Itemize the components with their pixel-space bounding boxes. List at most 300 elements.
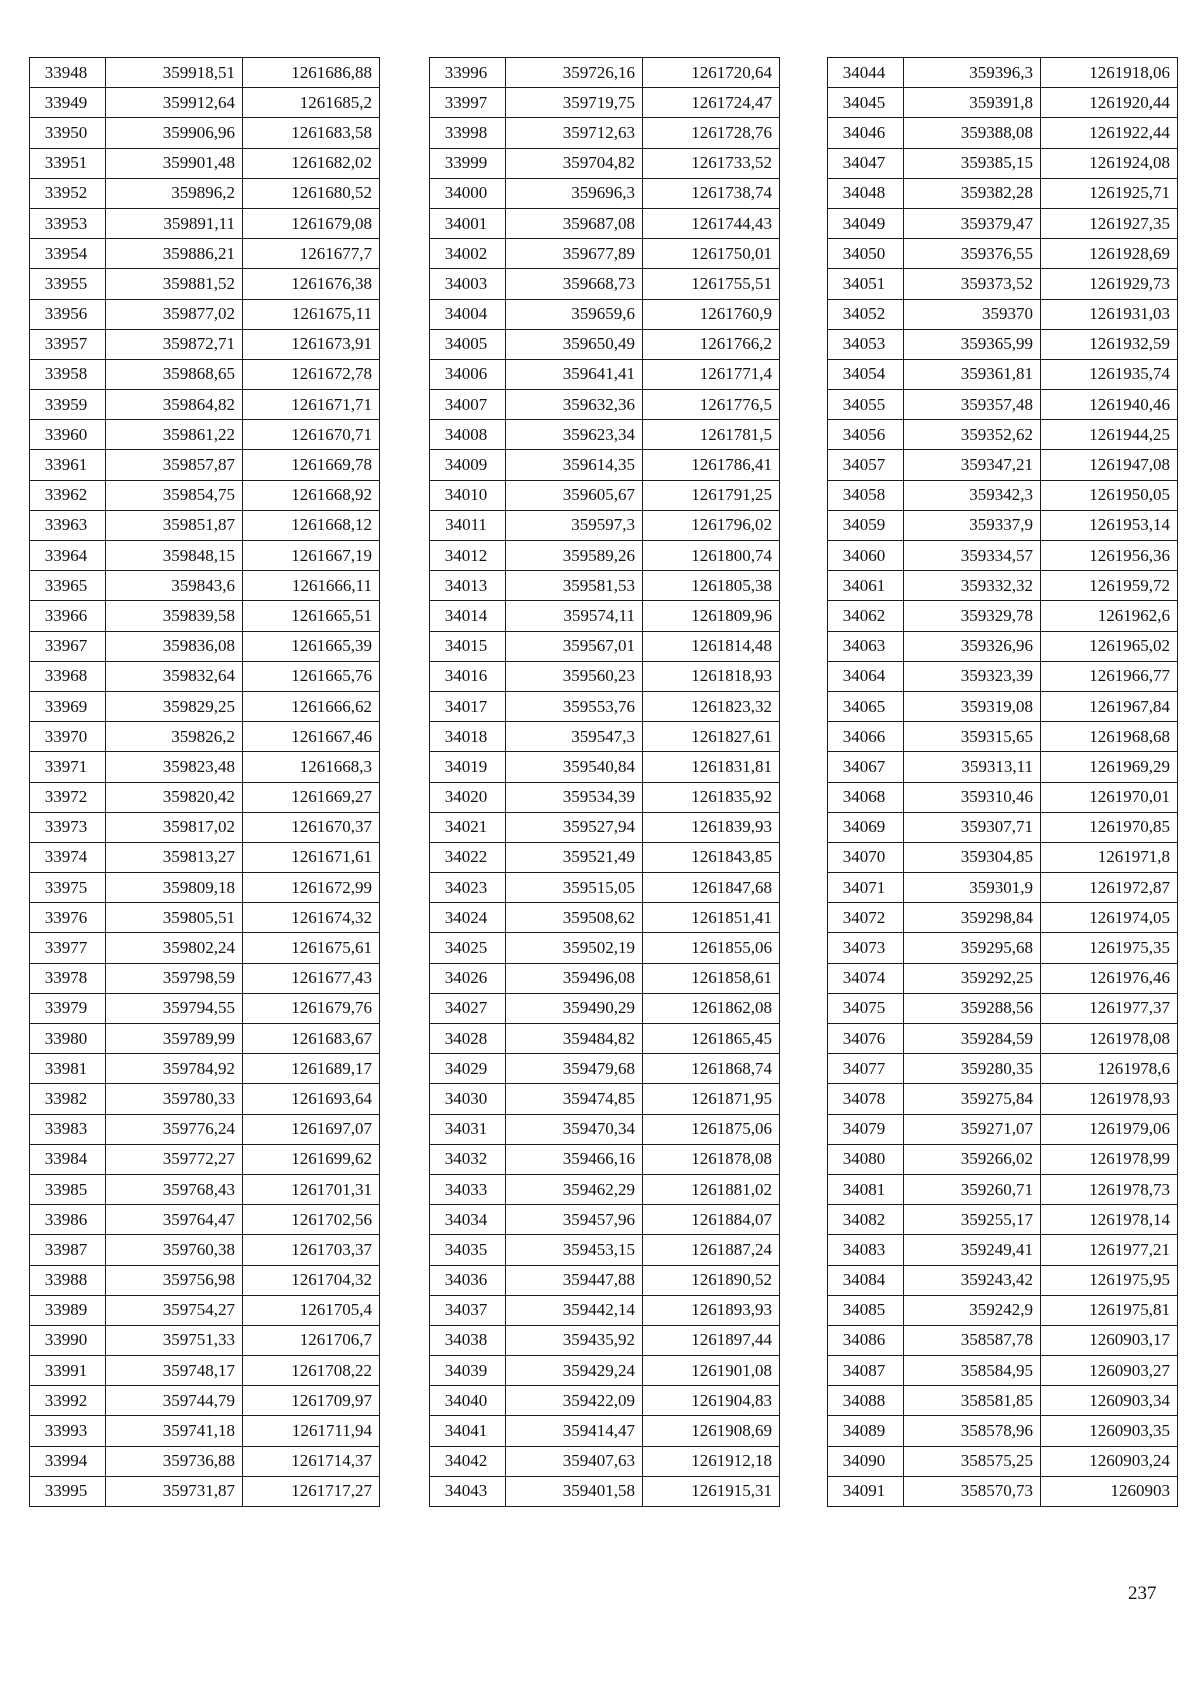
table-row	[430, 148, 780, 178]
y-coordinate-cell: 1261944,25	[1041, 420, 1178, 450]
y-coordinate-cell: 1261702,56	[243, 1205, 380, 1235]
table-row	[30, 631, 380, 661]
x-coordinate-cell: 359597,3	[506, 510, 643, 540]
point-number-cell: 33991	[30, 1356, 106, 1386]
table-row	[430, 752, 780, 782]
table-row	[828, 390, 1178, 420]
x-coordinate-cell: 359760,38	[106, 1235, 243, 1265]
point-number-cell: 34019	[430, 752, 506, 782]
point-number-cell: 33978	[30, 963, 106, 993]
x-coordinate-cell: 359868,65	[106, 359, 243, 389]
y-coordinate-cell: 1261978,6	[1041, 1054, 1178, 1084]
x-coordinate-cell: 359502,19	[506, 933, 643, 963]
y-coordinate-cell: 1261709,97	[243, 1386, 380, 1416]
point-number-cell: 34018	[430, 722, 506, 752]
x-coordinate-cell: 359332,32	[904, 571, 1041, 601]
point-number-cell: 34090	[828, 1446, 904, 1476]
y-coordinate-cell: 1261890,52	[643, 1265, 780, 1295]
point-number-cell: 34054	[828, 359, 904, 389]
table-row	[30, 1356, 380, 1386]
y-coordinate-cell: 1261665,39	[243, 631, 380, 661]
point-number-cell: 34064	[828, 661, 904, 691]
point-number-cell: 33994	[30, 1446, 106, 1476]
x-coordinate-cell: 359474,85	[506, 1084, 643, 1114]
y-coordinate-cell: 1260903,27	[1041, 1356, 1178, 1386]
x-coordinate-cell: 358587,78	[904, 1325, 1041, 1355]
x-coordinate-cell: 359527,94	[506, 812, 643, 842]
x-coordinate-cell: 359310,46	[904, 782, 1041, 812]
x-coordinate-cell: 359376,55	[904, 239, 1041, 269]
point-number-cell: 33988	[30, 1265, 106, 1295]
point-number-cell: 34041	[430, 1416, 506, 1446]
x-coordinate-cell: 359605,67	[506, 480, 643, 510]
table-row	[430, 1084, 780, 1114]
y-coordinate-cell: 1261665,51	[243, 601, 380, 631]
y-coordinate-cell: 1261962,6	[1041, 601, 1178, 631]
point-number-cell: 33983	[30, 1114, 106, 1144]
table-row	[30, 571, 380, 601]
x-coordinate-cell: 359275,84	[904, 1084, 1041, 1114]
y-coordinate-cell: 1261927,35	[1041, 208, 1178, 238]
point-number-cell: 34012	[430, 541, 506, 571]
y-coordinate-cell: 1261679,76	[243, 993, 380, 1023]
table-row	[30, 1416, 380, 1446]
x-coordinate-cell: 359848,15	[106, 541, 243, 571]
y-coordinate-cell: 1261669,27	[243, 782, 380, 812]
y-coordinate-cell: 1261818,93	[643, 661, 780, 691]
y-coordinate-cell: 1261665,76	[243, 661, 380, 691]
table-row	[828, 1114, 1178, 1144]
point-number-cell: 33984	[30, 1144, 106, 1174]
point-number-cell: 33995	[30, 1476, 106, 1506]
table-row	[828, 88, 1178, 118]
table-row	[828, 359, 1178, 389]
y-coordinate-cell: 1261920,44	[1041, 88, 1178, 118]
x-coordinate-cell: 359756,98	[106, 1265, 243, 1295]
table-row	[430, 601, 780, 631]
y-coordinate-cell: 1261975,81	[1041, 1295, 1178, 1325]
x-coordinate-cell: 359553,76	[506, 691, 643, 721]
table-row	[828, 963, 1178, 993]
y-coordinate-cell: 1261831,81	[643, 752, 780, 782]
table-row	[30, 661, 380, 691]
point-number-cell: 34059	[828, 510, 904, 540]
y-coordinate-cell: 1261750,01	[643, 239, 780, 269]
x-coordinate-cell: 359295,68	[904, 933, 1041, 963]
point-number-cell: 33985	[30, 1174, 106, 1204]
point-number-cell: 33965	[30, 571, 106, 601]
table-row	[30, 1084, 380, 1114]
point-number-cell: 34079	[828, 1114, 904, 1144]
point-number-cell: 34083	[828, 1235, 904, 1265]
table-row	[30, 722, 380, 752]
x-coordinate-cell: 359668,73	[506, 269, 643, 299]
table-row	[828, 1416, 1178, 1446]
point-number-cell: 34058	[828, 480, 904, 510]
table-row	[430, 993, 780, 1023]
table-row	[30, 58, 380, 88]
x-coordinate-cell: 359334,57	[904, 541, 1041, 571]
point-number-cell: 33968	[30, 661, 106, 691]
point-number-cell: 34048	[828, 178, 904, 208]
x-coordinate-cell: 359435,92	[506, 1325, 643, 1355]
point-number-cell: 34085	[828, 1295, 904, 1325]
x-coordinate-cell: 359736,88	[106, 1446, 243, 1476]
x-coordinate-cell: 359249,41	[904, 1235, 1041, 1265]
y-coordinate-cell: 1261809,96	[643, 601, 780, 631]
point-number-cell: 33956	[30, 299, 106, 329]
y-coordinate-cell: 1261708,22	[243, 1356, 380, 1386]
y-coordinate-cell: 1261918,06	[1041, 58, 1178, 88]
point-number-cell: 33972	[30, 782, 106, 812]
table-row	[30, 873, 380, 903]
y-coordinate-cell: 1261814,48	[643, 631, 780, 661]
table-row	[828, 329, 1178, 359]
table-row	[430, 420, 780, 450]
x-coordinate-cell: 359906,96	[106, 118, 243, 148]
y-coordinate-cell: 1261878,08	[643, 1144, 780, 1174]
x-coordinate-cell: 359918,51	[106, 58, 243, 88]
table-row	[30, 842, 380, 872]
point-number-cell: 33999	[430, 148, 506, 178]
x-coordinate-cell: 359534,39	[506, 782, 643, 812]
y-coordinate-cell: 1261959,72	[1041, 571, 1178, 601]
y-coordinate-cell: 1261970,01	[1041, 782, 1178, 812]
table-row	[828, 752, 1178, 782]
table-row	[430, 842, 780, 872]
table-row	[828, 269, 1178, 299]
y-coordinate-cell: 1261683,58	[243, 118, 380, 148]
x-coordinate-cell: 359401,58	[506, 1476, 643, 1506]
table-row	[828, 601, 1178, 631]
y-coordinate-cell: 1261953,14	[1041, 510, 1178, 540]
y-coordinate-cell: 1261791,25	[643, 480, 780, 510]
y-coordinate-cell: 1261968,68	[1041, 722, 1178, 752]
table-row	[430, 1386, 780, 1416]
y-coordinate-cell: 1261738,74	[643, 178, 780, 208]
point-number-cell: 34006	[430, 359, 506, 389]
x-coordinate-cell: 359298,84	[904, 903, 1041, 933]
point-number-cell: 34020	[430, 782, 506, 812]
point-number-cell: 33955	[30, 269, 106, 299]
table-row	[828, 631, 1178, 661]
table-row	[430, 480, 780, 510]
y-coordinate-cell: 1261668,3	[243, 752, 380, 782]
y-coordinate-cell: 1261977,37	[1041, 993, 1178, 1023]
table-row	[828, 782, 1178, 812]
y-coordinate-cell: 1261733,52	[643, 148, 780, 178]
table-row	[430, 269, 780, 299]
x-coordinate-cell: 359574,11	[506, 601, 643, 631]
table-row	[30, 118, 380, 148]
point-number-cell: 33970	[30, 722, 106, 752]
x-coordinate-cell: 358578,96	[904, 1416, 1041, 1446]
y-coordinate-cell: 1261950,05	[1041, 480, 1178, 510]
y-coordinate-cell: 1261865,45	[643, 1024, 780, 1054]
y-coordinate-cell: 1261966,77	[1041, 661, 1178, 691]
x-coordinate-cell: 359319,08	[904, 691, 1041, 721]
point-number-cell: 33997	[430, 88, 506, 118]
table-row	[430, 1205, 780, 1235]
point-number-cell: 34067	[828, 752, 904, 782]
table-row	[828, 1476, 1178, 1506]
x-coordinate-cell: 359829,25	[106, 691, 243, 721]
table-body	[30, 58, 380, 1507]
y-coordinate-cell: 1261969,29	[1041, 752, 1178, 782]
y-coordinate-cell: 1261705,4	[243, 1295, 380, 1325]
x-coordinate-cell: 358575,25	[904, 1446, 1041, 1476]
point-number-cell: 34003	[430, 269, 506, 299]
point-number-cell: 33954	[30, 239, 106, 269]
point-number-cell: 34033	[430, 1174, 506, 1204]
y-coordinate-cell: 1261967,84	[1041, 691, 1178, 721]
point-number-cell: 34052	[828, 299, 904, 329]
y-coordinate-cell: 1261978,99	[1041, 1144, 1178, 1174]
point-number-cell: 34077	[828, 1054, 904, 1084]
x-coordinate-cell: 359547,3	[506, 722, 643, 752]
table-row	[430, 1114, 780, 1144]
y-coordinate-cell: 1261901,08	[643, 1356, 780, 1386]
x-coordinate-cell: 359361,81	[904, 359, 1041, 389]
point-number-cell: 34061	[828, 571, 904, 601]
table-row	[828, 571, 1178, 601]
y-coordinate-cell: 1261979,06	[1041, 1114, 1178, 1144]
x-coordinate-cell: 359288,56	[904, 993, 1041, 1023]
y-coordinate-cell: 1261978,08	[1041, 1024, 1178, 1054]
table-row	[430, 118, 780, 148]
y-coordinate-cell: 1261884,07	[643, 1205, 780, 1235]
x-coordinate-cell: 359776,24	[106, 1114, 243, 1144]
point-number-cell: 34037	[430, 1295, 506, 1325]
table-row	[30, 239, 380, 269]
y-coordinate-cell: 1260903	[1041, 1476, 1178, 1506]
x-coordinate-cell: 359560,23	[506, 661, 643, 691]
point-number-cell: 34076	[828, 1024, 904, 1054]
point-number-cell: 34062	[828, 601, 904, 631]
point-number-cell: 34063	[828, 631, 904, 661]
point-number-cell: 34000	[430, 178, 506, 208]
x-coordinate-cell: 359748,17	[106, 1356, 243, 1386]
x-coordinate-cell: 359768,43	[106, 1174, 243, 1204]
page-number: 237	[1128, 1583, 1157, 1604]
table-row	[828, 1174, 1178, 1204]
table-row	[828, 480, 1178, 510]
point-number-cell: 34007	[430, 390, 506, 420]
point-number-cell: 33951	[30, 148, 106, 178]
x-coordinate-cell: 359370	[904, 299, 1041, 329]
x-coordinate-cell: 359243,42	[904, 1265, 1041, 1295]
point-number-cell: 34091	[828, 1476, 904, 1506]
table-row	[430, 88, 780, 118]
table-row	[828, 208, 1178, 238]
point-number-cell: 34073	[828, 933, 904, 963]
point-number-cell: 33996	[430, 58, 506, 88]
y-coordinate-cell: 1261940,46	[1041, 390, 1178, 420]
y-coordinate-cell: 1261932,59	[1041, 329, 1178, 359]
y-coordinate-cell: 1260903,17	[1041, 1325, 1178, 1355]
table-row	[430, 541, 780, 571]
table-row	[30, 1446, 380, 1476]
y-coordinate-cell: 1261675,61	[243, 933, 380, 963]
table-row	[30, 782, 380, 812]
y-coordinate-cell: 1261703,37	[243, 1235, 380, 1265]
x-coordinate-cell: 359442,14	[506, 1295, 643, 1325]
x-coordinate-cell: 359429,24	[506, 1356, 643, 1386]
y-coordinate-cell: 1261851,41	[643, 903, 780, 933]
point-number-cell: 33949	[30, 88, 106, 118]
y-coordinate-cell: 1261714,37	[243, 1446, 380, 1476]
y-coordinate-cell: 1261928,69	[1041, 239, 1178, 269]
x-coordinate-cell: 359817,02	[106, 812, 243, 842]
y-coordinate-cell: 1261760,9	[643, 299, 780, 329]
point-number-cell: 34043	[430, 1476, 506, 1506]
x-coordinate-cell: 359379,47	[904, 208, 1041, 238]
x-coordinate-cell: 359255,17	[904, 1205, 1041, 1235]
y-coordinate-cell: 1261711,94	[243, 1416, 380, 1446]
y-coordinate-cell: 1261978,93	[1041, 1084, 1178, 1114]
point-number-cell: 34040	[430, 1386, 506, 1416]
table-row	[430, 1416, 780, 1446]
x-coordinate-cell: 359357,48	[904, 390, 1041, 420]
x-coordinate-cell: 359260,71	[904, 1174, 1041, 1204]
y-coordinate-cell: 1261781,5	[643, 420, 780, 450]
table-row	[430, 329, 780, 359]
table-row	[828, 239, 1178, 269]
y-coordinate-cell: 1261766,2	[643, 329, 780, 359]
point-number-cell: 34081	[828, 1174, 904, 1204]
table-row	[828, 993, 1178, 1023]
x-coordinate-cell: 359836,08	[106, 631, 243, 661]
table-row	[828, 1325, 1178, 1355]
y-coordinate-cell: 1261978,73	[1041, 1174, 1178, 1204]
x-coordinate-cell: 359632,36	[506, 390, 643, 420]
point-number-cell: 33953	[30, 208, 106, 238]
y-coordinate-cell: 1261925,71	[1041, 178, 1178, 208]
point-number-cell: 34004	[430, 299, 506, 329]
y-coordinate-cell: 1261800,74	[643, 541, 780, 571]
point-number-cell: 34034	[430, 1205, 506, 1235]
y-coordinate-cell: 1261677,7	[243, 239, 380, 269]
point-number-cell: 34074	[828, 963, 904, 993]
x-coordinate-cell: 359912,64	[106, 88, 243, 118]
point-number-cell: 34038	[430, 1325, 506, 1355]
x-coordinate-cell: 359712,63	[506, 118, 643, 148]
y-coordinate-cell: 1261667,19	[243, 541, 380, 571]
table-row	[30, 208, 380, 238]
y-coordinate-cell: 1261868,74	[643, 1054, 780, 1084]
table-row	[30, 1265, 380, 1295]
table-row	[430, 359, 780, 389]
y-coordinate-cell: 1261956,36	[1041, 541, 1178, 571]
x-coordinate-cell: 359457,96	[506, 1205, 643, 1235]
table-row	[430, 873, 780, 903]
y-coordinate-cell: 1261931,03	[1041, 299, 1178, 329]
table-row	[30, 993, 380, 1023]
y-coordinate-cell: 1261771,4	[643, 359, 780, 389]
x-coordinate-cell: 359347,21	[904, 450, 1041, 480]
y-coordinate-cell: 1261676,38	[243, 269, 380, 299]
x-coordinate-cell: 359515,05	[506, 873, 643, 903]
point-number-cell: 33973	[30, 812, 106, 842]
x-coordinate-cell: 359453,15	[506, 1235, 643, 1265]
point-number-cell: 33974	[30, 842, 106, 872]
point-number-cell: 33961	[30, 450, 106, 480]
table-row	[430, 208, 780, 238]
x-coordinate-cell: 359292,25	[904, 963, 1041, 993]
point-number-cell: 34078	[828, 1084, 904, 1114]
x-coordinate-cell: 359687,08	[506, 208, 643, 238]
table-row	[430, 1356, 780, 1386]
point-number-cell: 33989	[30, 1295, 106, 1325]
table-row	[30, 933, 380, 963]
point-number-cell: 34069	[828, 812, 904, 842]
y-coordinate-cell: 1261667,46	[243, 722, 380, 752]
table-row	[430, 1144, 780, 1174]
table-row	[30, 390, 380, 420]
x-coordinate-cell: 359872,71	[106, 329, 243, 359]
x-coordinate-cell: 359407,63	[506, 1446, 643, 1476]
point-number-cell: 34088	[828, 1386, 904, 1416]
point-number-cell: 33971	[30, 752, 106, 782]
x-coordinate-cell: 359832,64	[106, 661, 243, 691]
y-coordinate-cell: 1261699,62	[243, 1144, 380, 1174]
point-number-cell: 34035	[430, 1235, 506, 1265]
table-row	[430, 722, 780, 752]
table-row	[828, 661, 1178, 691]
x-coordinate-cell: 359496,08	[506, 963, 643, 993]
table-row	[828, 58, 1178, 88]
table-row	[828, 1386, 1178, 1416]
x-coordinate-cell: 359744,79	[106, 1386, 243, 1416]
point-number-cell: 34032	[430, 1144, 506, 1174]
y-coordinate-cell: 1261669,78	[243, 450, 380, 480]
x-coordinate-cell: 359385,15	[904, 148, 1041, 178]
x-coordinate-cell: 359704,82	[506, 148, 643, 178]
table-row	[828, 691, 1178, 721]
point-number-cell: 34084	[828, 1265, 904, 1295]
coordinate-table-1	[29, 57, 380, 1507]
point-number-cell: 34050	[828, 239, 904, 269]
y-coordinate-cell: 1261977,21	[1041, 1235, 1178, 1265]
table-row	[828, 118, 1178, 148]
point-number-cell: 34002	[430, 239, 506, 269]
point-number-cell: 34055	[828, 390, 904, 420]
y-coordinate-cell: 1261673,91	[243, 329, 380, 359]
y-coordinate-cell: 1261744,43	[643, 208, 780, 238]
point-number-cell: 33975	[30, 873, 106, 903]
table-row	[828, 903, 1178, 933]
table-row	[430, 1024, 780, 1054]
table-row	[30, 963, 380, 993]
table-row	[430, 239, 780, 269]
table-row	[430, 1265, 780, 1295]
y-coordinate-cell: 1261701,31	[243, 1174, 380, 1204]
y-coordinate-cell: 1261974,05	[1041, 903, 1178, 933]
y-coordinate-cell: 1261972,87	[1041, 873, 1178, 903]
x-coordinate-cell: 359304,85	[904, 842, 1041, 872]
point-number-cell: 34009	[430, 450, 506, 480]
table-row	[828, 1084, 1178, 1114]
x-coordinate-cell: 359342,3	[904, 480, 1041, 510]
x-coordinate-cell: 359323,39	[904, 661, 1041, 691]
point-number-cell: 34087	[828, 1356, 904, 1386]
table-row	[828, 842, 1178, 872]
x-coordinate-cell: 359271,07	[904, 1114, 1041, 1144]
y-coordinate-cell: 1261976,46	[1041, 963, 1178, 993]
point-number-cell: 34030	[430, 1084, 506, 1114]
table-row	[430, 178, 780, 208]
y-coordinate-cell: 1261675,11	[243, 299, 380, 329]
